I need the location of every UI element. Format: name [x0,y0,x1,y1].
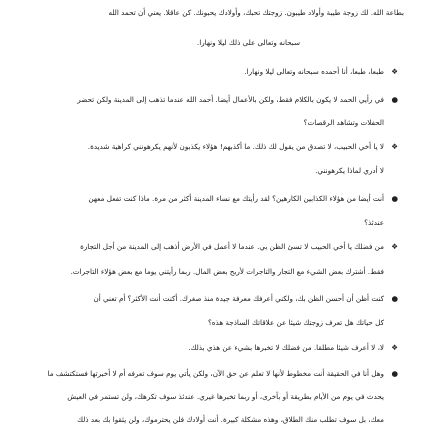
text-line: لا يا أخي الحبيب، لا تصدق من يقول لك ذلك. ما أكذبهم! هؤلاء يكذبون لأنهم يكرهونني كراهية شديدة. [87,142,384,151]
text-line: سبحانه وتعالى على ذلك ليلا ونهارا. [196,38,300,47]
text-line: أنت أيضا من هؤلاء الكذابين الكارهين؟ لقد رأيتك مع نساء المدينة أكثر من مرة. ماذا كنت تفعل معهن [88,194,384,203]
text-line: لا أدري لماذا يكرهونني. [315,166,384,175]
text-line: الحفلات وتشاهد الرقصات؟ [303,118,384,127]
round-bullet-icon: ● [391,95,398,104]
text-line: في رأيي الحمد لا يكون بالكلام فقط، ولكن بالأعمال أيضا. أحمد الله عندما تذهب إلى المدينة ولكن تحضر [77,95,384,104]
text-line: يحدث في يوم من الأيام بطريقة أو بأخرى، أو ربما تخبرها غيري. عندئذ سوف تكرهك، ولن تستمر في العيش [67,392,384,401]
text-line: لا، لا أعرف شيئا مطلقا. من فضلك لا تخبرها بشيء عن هذي بذلك. [188,343,384,352]
diamond-bullet-icon: ❖ [391,242,398,251]
text-line: بطاعة الله. لك زوجة طيبة وأولاد طيبون. زوجتك تحبك، وأولادك يحبونك. كن عاقلا. يعني أن تحمد الله [108,8,404,17]
diamond-bullet-icon: ❖ [391,142,398,151]
text-line: معك، بل سوف تطلب منك الطلاق، وهذه مشكلة كبيرة. أنت أولادك فلن يحترموك، ولن يثقوا بك بعد ذلك [77,415,384,424]
round-bullet-icon: ● [391,194,398,203]
text-line: كل حياتك هل تعرف زوجتك شيئا عن علاقاتك الساذجة هذه؟ [207,318,384,327]
text-line: فقط. أشترك بعض الشيء مع التجار والتاجرات لأربح بعض المال. ربما رأيتني يوما مع بعض هؤلاء التاجرات. [70,267,384,276]
diamond-bullet-icon: ❖ [391,67,398,76]
text-line: عندئذ؟ [364,218,384,227]
round-bullet-icon: ● [391,294,398,303]
text-line: كنت أظن أن أحسن الظن بك، ولكني أعرفك معرفة جيدة منذ صغرك. أكنت أنت الأكثر؟ أم تعني أن [93,294,384,303]
text-line: من فضلك يا أخي الحبيب لا تسئ الظن بي. عندما لا أعمل في الأرض أذهب إلى المدينة من أجل التجارة [80,242,384,251]
text-line: طبعا، طبعا، أنا أحمده سبحانه وتعالى ليلا ونهارا. [244,67,384,76]
text-line: وهل أنا في الحقيقة أنت مخطوط لأنها لا تعلم عن حق الآن، ولكن يأتي يوم سوف تعرفه أم لا أخبرتها فستكتشف ما [47,369,384,378]
round-bullet-icon: ● [391,369,398,378]
diamond-bullet-icon: ❖ [391,343,398,352]
